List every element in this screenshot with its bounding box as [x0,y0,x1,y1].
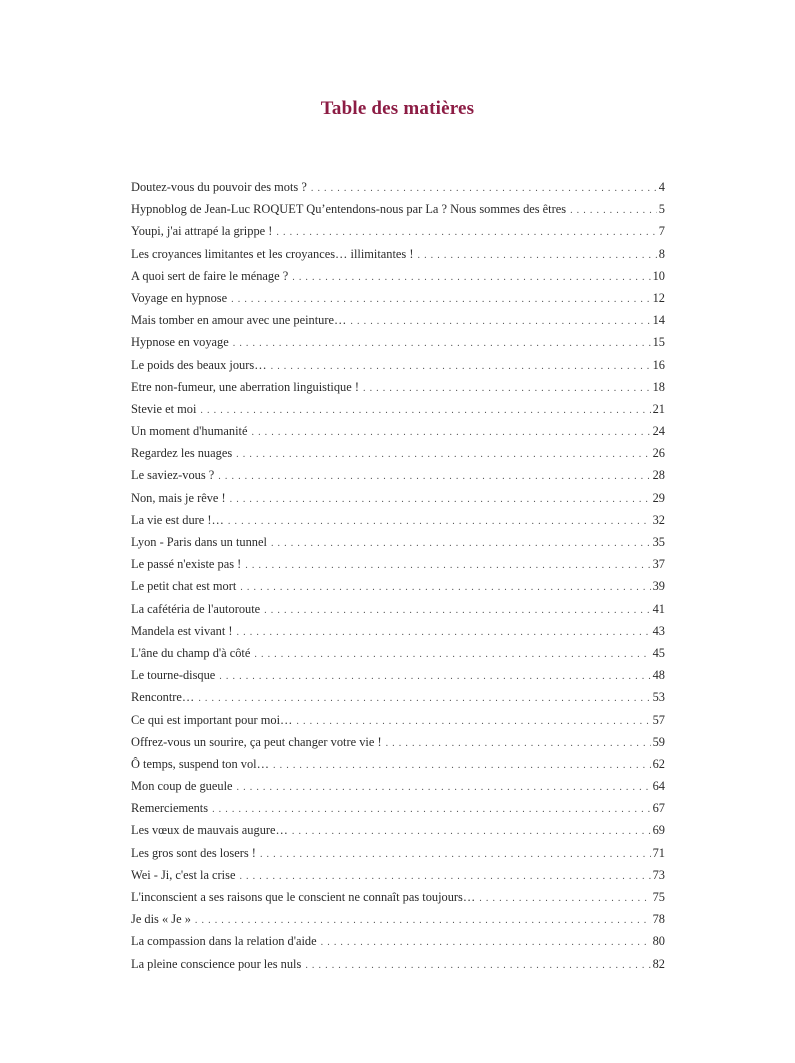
dot-leader [292,267,650,289]
dot-leader [321,932,651,954]
toc-list [131,176,665,975]
toc-entry[interactable] [131,775,665,797]
toc-entry-title: Les vœux de mauvais augure… [131,819,292,841]
toc-entry-page-number: 4 [658,180,665,194]
toc-entry-page-number: 73 [652,867,665,882]
dot-leader [231,289,650,311]
toc-entry-title: Un moment d'humanité [131,420,251,442]
toc-entry-page-number: 41 [652,601,665,616]
toc-entry[interactable] [131,464,665,486]
toc-entry-page-number: 18 [652,379,665,394]
dot-leader [363,378,651,400]
toc-entry-title: Le tourne-disque [131,664,219,686]
toc-entry-page-number: 37 [652,557,665,572]
dot-leader [479,888,650,910]
dot-leader [212,799,651,821]
toc-entry-title: Mandela est vivant ! [131,620,237,642]
toc-entry-title: Les croyances limitantes et les croyances… illimitantes ! [131,243,417,265]
toc-entry-page-number: 48 [652,668,665,683]
toc-entry[interactable] [131,220,665,242]
toc-entry-page-number: 28 [652,468,665,483]
toc-entry-page-number: 29 [652,490,665,505]
toc-entry[interactable] [131,664,665,686]
toc-entry-title: Doutez-vous du pouvoir des mots ? [131,176,311,198]
toc-entry[interactable] [131,331,665,353]
dot-leader [237,622,651,644]
dot-leader [271,533,651,555]
dot-leader [260,844,651,866]
dot-leader [218,466,650,488]
toc-entry-title: Non, mais je rêve ! [131,487,230,509]
toc-entry-page-number: 53 [652,690,665,705]
toc-entry-title: Ce qui est important pour moi… [131,709,296,731]
toc-entry-title: La pleine conscience pour les nuls [131,953,305,975]
dot-leader [264,600,650,622]
toc-entry[interactable] [131,509,665,531]
toc-entry[interactable] [131,487,665,509]
toc-entry-title: Je dis « Je » [131,908,195,930]
toc-entry-title: Mon coup de gueule [131,775,237,797]
toc-entry-title: Regardez les nuages [131,442,236,464]
dot-leader [200,400,650,422]
toc-entry[interactable] [131,309,665,331]
toc-entry-title: Mais tomber en amour avec une peinture… [131,309,350,331]
toc-entry-title: Hypnose en voyage [131,331,233,353]
toc-entry-page-number: 14 [652,313,665,328]
toc-entry[interactable] [131,864,665,886]
toc-entry-page-number: 39 [652,579,665,594]
dot-leader [240,577,650,599]
toc-entry[interactable] [131,376,665,398]
toc-entry-title: Wei - Ji, c'est la crise [131,864,239,886]
toc-entry-title: Ô temps, suspend ton vol… [131,753,273,775]
toc-entry[interactable] [131,398,665,420]
toc-entry-page-number: 15 [652,335,665,350]
toc-entry[interactable] [131,553,665,575]
dot-leader [198,688,650,710]
dot-leader [273,755,651,777]
toc-entry-page-number: 24 [652,424,665,439]
toc-entry[interactable] [131,731,665,753]
toc-entry-page-number: 69 [652,823,665,838]
toc-entry-title: Le petit chat est mort [131,575,240,597]
toc-entry-title: A quoi sert de faire le ménage ? [131,265,292,287]
page-title: Table des matières [320,98,475,119]
dot-leader [251,422,650,444]
toc-entry-title: Le passé n'existe pas ! [131,553,245,575]
toc-entry[interactable] [131,642,665,664]
toc-entry-page-number: 12 [652,290,665,305]
dot-leader [233,333,651,355]
toc-entry-title: Le saviez-vous ? [131,464,218,486]
toc-entry-page-number: 26 [652,446,665,461]
dot-leader [276,222,656,244]
toc-entry[interactable] [131,442,665,464]
toc-entry-title: La compassion dans la relation d'aide [131,930,321,952]
dot-leader [386,733,651,755]
toc-entry-page-number: 7 [658,224,665,239]
toc-entry[interactable] [131,953,665,975]
toc-entry[interactable] [131,930,665,952]
toc-entry[interactable] [131,354,665,376]
toc-entry-page-number: 78 [652,912,665,927]
toc-entry[interactable] [131,797,665,819]
dot-leader [417,245,656,267]
toc-entry[interactable] [131,819,665,841]
toc-entry-title: Le poids des beaux jours… [131,354,271,376]
toc-entry-title: Etre non-fumeur, une aberration linguistique ! [131,376,363,398]
toc-entry-page-number: 35 [652,535,665,549]
toc-entry-title: Lyon - Paris dans un tunnel [131,531,271,553]
toc-entry[interactable] [131,287,665,309]
toc-entry-page-number: 67 [652,801,665,816]
toc-entry[interactable] [131,575,665,597]
toc-entry-page-number: 45 [652,645,665,660]
dot-leader [239,866,650,888]
toc-entry[interactable] [131,598,665,620]
toc-entry-page-number: 71 [652,845,665,860]
toc-entry[interactable] [131,709,665,731]
dot-leader [230,489,651,511]
toc-entry-page-number: 80 [652,934,665,949]
dot-leader [195,910,651,932]
toc-entry[interactable] [131,620,665,642]
toc-entry-title: La vie est dure !… [131,509,228,531]
toc-entry[interactable] [131,243,665,265]
toc-entry-title: Offrez-vous un sourire, ça peut changer votre vie ! [131,731,386,753]
toc-entry-title: L'âne du champ d'à côté [131,642,254,664]
toc-entry-page-number: 62 [652,756,665,771]
toc-entry[interactable] [131,842,665,864]
toc-entry[interactable] [131,753,665,775]
dot-leader [271,356,651,378]
dot-leader [219,666,650,688]
toc-entry-page-number: 64 [652,779,665,794]
dot-leader [311,178,657,200]
toc-entry-title: Voyage en hypnose [131,287,231,309]
dot-leader [245,555,650,577]
toc-entry-title: L'inconscient a ses raisons que le conscient ne connaît pas toujours… [131,886,479,908]
toc-entry[interactable] [131,265,665,287]
toc-entry[interactable] [131,908,665,930]
toc-entry-page-number: 5 [658,202,665,217]
dot-leader [237,777,651,799]
toc-entry-title: Rencontre… [131,686,198,708]
toc-entry-page-number: 32 [652,512,665,527]
dot-leader [228,511,651,533]
toc-entry[interactable] [131,686,665,708]
dot-leader [570,200,657,222]
toc-entry-page-number: 8 [658,246,665,261]
toc-entry-title: Remerciements [131,797,212,819]
toc-entry-title: Les gros sont des losers ! [131,842,260,864]
toc-entry-page-number: 75 [652,890,665,904]
toc-entry-page-number: 82 [652,956,665,971]
toc-entry-page-number: 59 [652,734,665,749]
toc-entry[interactable] [131,198,665,220]
toc-entry-title: Stevie et moi [131,398,200,420]
toc-entry-page-number: 16 [652,357,665,372]
dot-leader [296,711,650,733]
toc-entry[interactable] [131,531,665,553]
dot-leader [305,955,650,977]
toc-entry-title: Hypnoblog de Jean-Luc ROQUET Qu’entendons-nous par La ? Nous sommes des êtres [131,198,570,220]
toc-entry-title: La cafétéria de l'autoroute [131,598,264,620]
toc-entry-page-number: 10 [652,268,665,283]
dot-leader [292,821,651,843]
toc-entry[interactable] [131,176,665,198]
toc-entry-title: Youpi, j'ai attrapé la grippe ! [131,220,276,242]
toc-entry-page-number: 57 [652,712,665,727]
toc-entry[interactable] [131,886,665,908]
dot-leader [236,444,650,466]
toc-entry-page-number: 21 [652,401,665,416]
dot-leader [254,644,650,666]
dot-leader [350,311,650,333]
toc-entry-page-number: 43 [652,623,665,638]
toc-entry[interactable] [131,420,665,442]
